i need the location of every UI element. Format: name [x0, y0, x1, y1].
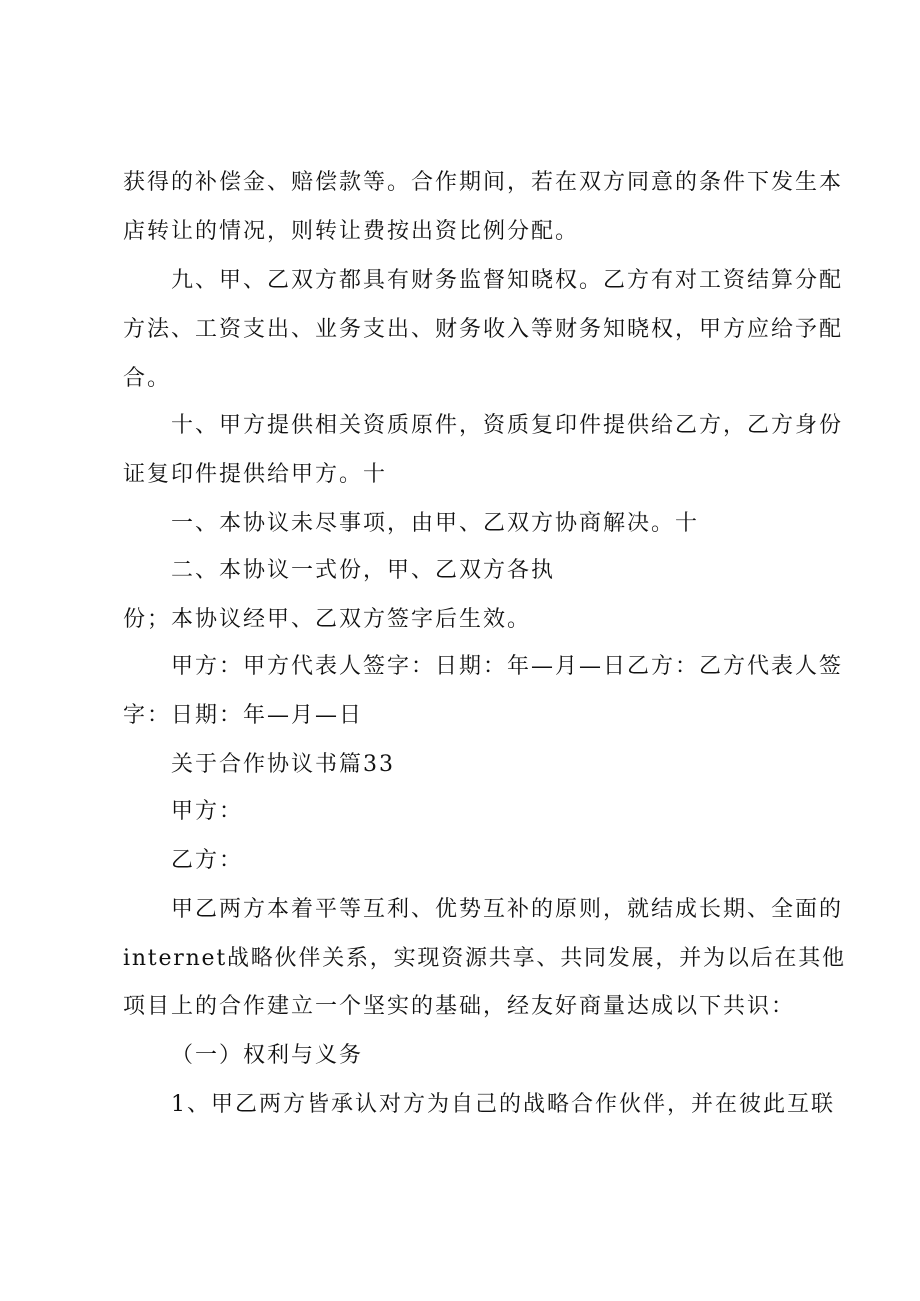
section-heading: 关于合作协议书篇33: [171, 752, 395, 777]
paragraph-line: 十、甲方提供相关资质原件，资质复印件提供给乙方，乙方身份: [171, 413, 844, 438]
paragraph-line: 证复印件提供给甲方。十: [123, 462, 388, 487]
paragraph-line: 店转让的情况，则转让费按出资比例分配。: [123, 219, 580, 244]
paragraph-line: 方法、工资支出、业务支出、财务收入等财务知晓权，甲方应给予配: [123, 317, 844, 342]
party-a-label: 甲方：: [171, 799, 244, 824]
paragraph-line: 字：日期：年—月—日: [123, 703, 364, 728]
paragraph-line: 甲方：甲方代表人签字：日期：年—月—日乙方：乙方代表人签: [171, 654, 844, 679]
paragraph-line: 项目上的合作建立一个坚实的基础，经友好商量达成以下共识：: [123, 994, 796, 1019]
paragraph-line: 获得的补偿金、赔偿款等。合作期间，若在双方同意的条件下发生本: [123, 170, 844, 195]
paragraph-line: 合。: [123, 366, 172, 391]
paragraph-line: internet战略伙伴关系，实现资源共享、共同发展，并为以后在其他: [123, 946, 846, 971]
paragraph-line: 1、甲乙两方皆承认对方为自己的战略合作伙伴，并在彼此互联: [171, 1092, 835, 1117]
paragraph-line: 二、本协议一式份，甲、乙双方各执: [171, 558, 556, 583]
paragraph-line: 一、本协议未尽事项，由甲、乙双方协商解决。十: [171, 511, 700, 536]
party-b-label: 乙方：: [171, 848, 244, 873]
paragraph-line: 份；本协议经甲、乙双方签字后生效。: [123, 607, 532, 632]
paragraph-line: 甲乙两方本着平等互利、优势互补的原则，就结成长期、全面的: [171, 897, 844, 922]
subsection-heading: （一）权利与义务: [171, 1043, 364, 1068]
paragraph-line: 九、甲、乙双方都具有财务监督知晓权。乙方有对工资结算分配: [171, 268, 844, 293]
